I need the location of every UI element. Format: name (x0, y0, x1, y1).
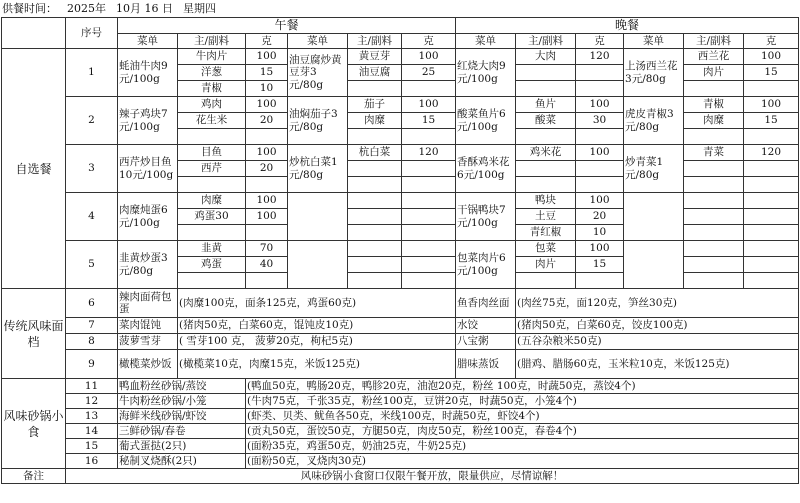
gram-value (744, 241, 799, 257)
gram-value (576, 161, 624, 177)
dish-name: 三鲜砂锅/春卷 (118, 424, 246, 439)
gram-value: 100 (246, 145, 288, 161)
gram-value (246, 177, 288, 193)
gram-value: 30 (576, 113, 624, 129)
dish-name: 上汤西兰花3元/80g (624, 49, 684, 97)
dish-name: 红烧大肉9元/100g (456, 49, 516, 97)
gram-value (744, 161, 799, 177)
row-seq: 7 (66, 318, 118, 334)
ingredient (178, 273, 246, 289)
col-ingredient: 主/副料 (348, 34, 402, 49)
ingredient: 韭黄 (178, 241, 246, 257)
ingredient (516, 161, 576, 177)
gram-value: 10 (246, 81, 288, 97)
gram-value: 120 (402, 145, 456, 161)
dish-name: 八宝粥 (456, 334, 516, 350)
ingredient (516, 81, 576, 97)
ingredient (684, 209, 744, 225)
supply-time-label: 供餐时间： (2, 2, 57, 15)
dish-name: 辣子鸡块7元/100g (118, 97, 178, 145)
ingredient (516, 273, 576, 289)
gram-value: 120 (576, 49, 624, 65)
ingredient: 肉片 (684, 65, 744, 81)
col-gram: 克 (576, 34, 624, 49)
gram-value: 10 (576, 225, 624, 241)
ingredient (516, 129, 576, 145)
dish-name: 海鲜米线砂锅/虾饺 (118, 409, 246, 424)
lunch-header: 午餐 (118, 18, 456, 34)
ingredient (348, 273, 402, 289)
ingredient: 油豆腐 (348, 65, 402, 81)
dish-name: 牛肉粉丝砂锅/小笼 (118, 394, 246, 409)
section-claypot: 风味砂锅小食 (2, 379, 66, 469)
gram-value (402, 209, 456, 225)
dish-detail: (牛肉75克，千张35克，粉丝100克，豆饼20克，时蔬50克，小笼4个) (246, 394, 799, 409)
ingredient (178, 225, 246, 241)
dish-name: 炒青菜1元/80g (624, 145, 684, 193)
dish-name: 葡式蛋挞(2只) (118, 439, 246, 454)
row-seq: 16 (66, 454, 118, 469)
gram-value (246, 225, 288, 241)
ingredient: 土豆 (516, 209, 576, 225)
supply-time-header (0, 0, 800, 17)
gram-value (576, 177, 624, 193)
gram-value: 20 (246, 161, 288, 177)
gram-value (402, 129, 456, 145)
row-seq: 11 (66, 379, 118, 394)
col-menu: 菜单 (624, 34, 684, 49)
ingredient (348, 161, 402, 177)
ingredient: 肉糜 (684, 113, 744, 129)
dish-name: 蚝油牛肉9元/100g (118, 49, 178, 97)
ingredient (348, 81, 402, 97)
gram-value (744, 193, 799, 209)
dish-name: 鱼香肉丝面 (456, 289, 516, 318)
gram-value: 15 (576, 257, 624, 273)
ingredient: 西芹 (178, 161, 246, 177)
col-ingredient: 主/副料 (516, 34, 576, 49)
ingredient (348, 225, 402, 241)
col-gram: 克 (246, 34, 288, 49)
gram-value: 100 (744, 49, 799, 65)
col-menu: 菜单 (456, 34, 516, 49)
row-seq: 12 (66, 394, 118, 409)
row-seq: 9 (66, 350, 118, 379)
dish-detail: (猪肉50克，白菜60克，馄饨皮10克) (178, 318, 456, 334)
gram-value (744, 81, 799, 97)
ingredient (178, 129, 246, 145)
dish-name: 辣肉面荷包蛋 (118, 289, 178, 318)
dish-detail: (虾类、贝类、鱿鱼各50克，米线100克，时蔬50克，虾饺4个) (246, 409, 799, 424)
ingredient (684, 161, 744, 177)
gram-value: 15 (744, 65, 799, 81)
ingredient (348, 193, 402, 209)
ingredient: 黄豆芽 (348, 49, 402, 65)
dish-name: 秘制叉烧酥(2只) (118, 454, 246, 469)
footer-label: 备注 (2, 469, 66, 484)
ingredient: 肉糜 (178, 193, 246, 209)
gram-value (744, 257, 799, 273)
dish-name: 腊味蒸饭 (456, 350, 516, 379)
gram-value: 20 (576, 209, 624, 225)
row-seq: 14 (66, 424, 118, 439)
gram-value (744, 225, 799, 241)
supply-weekday: 星期四 (183, 2, 216, 15)
gram-value (402, 177, 456, 193)
gram-value (576, 273, 624, 289)
ingredient: 鸡蛋30 (178, 209, 246, 225)
ingredient (516, 65, 576, 81)
col-ingredient: 主/副料 (684, 34, 744, 49)
dish-detail: (贡丸50克，蛋饺50克，方腿50克，肉皮50克，粉丝100克，春卷4个) (246, 424, 799, 439)
gram-value: 15 (402, 113, 456, 129)
row-seq: 5 (66, 241, 118, 289)
row-seq: 2 (66, 97, 118, 145)
dish-name: 干锅鸭块7元/100g (456, 193, 516, 241)
gram-value (576, 129, 624, 145)
ingredient (684, 257, 744, 273)
dish-name: 橄榄菜炒饭 (118, 350, 178, 379)
ingredient: 肉片 (516, 257, 576, 273)
ingredient: 包菜 (516, 241, 576, 257)
gram-value: 100 (246, 209, 288, 225)
col-menu: 菜单 (288, 34, 348, 49)
footer-note: 风味砂锅小食窗口仅限午餐开放，限量供应，尽情谅解！ (66, 469, 799, 484)
gram-value (576, 81, 624, 97)
row-seq: 8 (66, 334, 118, 350)
ingredient: 大肉 (516, 49, 576, 65)
ingredient: 青红椒 (516, 225, 576, 241)
supply-year: 2025年 (67, 2, 106, 15)
dish-name: 菠萝雪芽 (118, 334, 178, 350)
ingredient: 杭白菜 (348, 145, 402, 161)
supply-date: 10月 16 日 (116, 2, 173, 15)
ingredient (684, 81, 744, 97)
ingredient: 青菜 (684, 145, 744, 161)
seq-header: 序号 (66, 18, 118, 49)
ingredient: 青椒 (178, 81, 246, 97)
dish-name: 酸菜鱼片6元/100g (456, 97, 516, 145)
ingredient: 鸡肉 (178, 97, 246, 113)
gram-value: 120 (744, 145, 799, 161)
section-traditional: 传统风味面档 (2, 289, 66, 379)
col-ingredient: 主/副料 (178, 34, 246, 49)
dinner-header: 晚餐 (456, 18, 799, 34)
ingredient: 目鱼 (178, 145, 246, 161)
gram-value (402, 161, 456, 177)
ingredient (348, 129, 402, 145)
gram-value (246, 273, 288, 289)
gram-value (402, 273, 456, 289)
ingredient (684, 129, 744, 145)
gram-value: 100 (402, 49, 456, 65)
dish-name (288, 193, 348, 241)
gram-value: 15 (744, 113, 799, 129)
dish-name: 韭黄炒蛋3元/80g (118, 241, 178, 289)
dish-detail: (橄榄菜10克，肉糜15克，米饭125克) (178, 350, 456, 379)
gram-value: 100 (246, 193, 288, 209)
ingredient (348, 241, 402, 257)
ingredient: 鸡蛋 (178, 257, 246, 273)
ingredient: 茄子 (348, 97, 402, 113)
gram-value: 100 (576, 193, 624, 209)
dish-name: 包菜肉片6元/100g (456, 241, 516, 289)
ingredient (348, 177, 402, 193)
ingredient: 洋葱 (178, 65, 246, 81)
col-gram: 克 (402, 34, 456, 49)
ingredient (516, 177, 576, 193)
gram-value (576, 65, 624, 81)
ingredient: 牛肉片 (178, 49, 246, 65)
row-seq: 6 (66, 289, 118, 318)
dish-name: 菜肉馄饨 (118, 318, 178, 334)
dish-detail: (肉丝75克，面120克，笋丝30克) (516, 289, 799, 318)
dish-name (624, 193, 684, 241)
row-seq: 4 (66, 193, 118, 241)
ingredient (684, 225, 744, 241)
gram-value: 40 (246, 257, 288, 273)
ingredient (684, 193, 744, 209)
dish-name: 香酥鸡米花6元/100g (456, 145, 516, 193)
dish-name (624, 241, 684, 289)
dish-detail: (五谷杂粮米50克) (516, 334, 799, 350)
ingredient (348, 257, 402, 273)
ingredient: 鸭块 (516, 193, 576, 209)
ingredient: 青椒 (684, 97, 744, 113)
gram-value (744, 209, 799, 225)
dish-name: 炒杭白菜1元/80g (288, 145, 348, 193)
gram-value: 70 (246, 241, 288, 257)
dish-detail: ( 雪芽100 克， 菠萝20克，枸杞5克) (178, 334, 456, 350)
gram-value (402, 81, 456, 97)
ingredient: 花生米 (178, 113, 246, 129)
gram-value (744, 129, 799, 145)
dish-name: 油豆腐炒黄豆芽3元/80g (288, 49, 348, 97)
dish-name: 西芹炒目鱼10元/100g (118, 145, 178, 193)
gram-value: 100 (402, 97, 456, 113)
col-gram: 克 (744, 34, 799, 49)
dish-name: 鸭血粉丝砂锅/蒸饺 (118, 379, 246, 394)
dish-name: 肉糜炖蛋6元/100g (118, 193, 178, 241)
dish-name (288, 241, 348, 289)
gram-value (246, 129, 288, 145)
ingredient (684, 177, 744, 193)
gram-value: 25 (402, 65, 456, 81)
gram-value (402, 257, 456, 273)
dish-name: 油焖茄子3元/80g (288, 97, 348, 145)
gram-value: 100 (576, 145, 624, 161)
gram-value (402, 241, 456, 257)
dish-detail: (鸭血50克，鸭肠20克，鸭胗20克，油泡20克，粉丝 100克，时蔬50克，蒸饺4个) (246, 379, 799, 394)
gram-value: 100 (576, 241, 624, 257)
menu-table (1, 17, 799, 484)
dish-detail: (猪肉50克，白菜60克，饺皮100克) (516, 318, 799, 334)
gram-value: 20 (246, 113, 288, 129)
gram-value: 100 (246, 49, 288, 65)
gram-value (744, 177, 799, 193)
row-seq: 15 (66, 439, 118, 454)
gram-value (402, 225, 456, 241)
ingredient: 鸡米花 (516, 145, 576, 161)
row-seq: 3 (66, 145, 118, 193)
gram-value: 100 (246, 97, 288, 113)
ingredient: 西兰花 (684, 49, 744, 65)
ingredient (348, 209, 402, 225)
ingredient: 酸菜 (516, 113, 576, 129)
gram-value: 15 (246, 65, 288, 81)
section-self-select: 自选餐 (2, 49, 66, 289)
ingredient (684, 273, 744, 289)
row-seq: 13 (66, 409, 118, 424)
row-seq: 1 (66, 49, 118, 97)
dish-detail: (面粉50克，叉烧肉30克) (246, 454, 799, 469)
gram-value: 100 (744, 97, 799, 113)
dish-detail: (腊鸡、腊肠60克，玉米粒10克，米饭125克) (516, 350, 799, 379)
dish-name: 虎皮青椒3元/80g (624, 97, 684, 145)
dish-detail: (面粉35克，鸡蛋50克，奶油25克，牛奶25克) (246, 439, 799, 454)
gram-value (744, 273, 799, 289)
ingredient (178, 177, 246, 193)
gram-value: 100 (576, 97, 624, 113)
dish-name: 水饺 (456, 318, 516, 334)
ingredient (684, 241, 744, 257)
gram-value (402, 193, 456, 209)
ingredient: 肉糜 (348, 113, 402, 129)
col-menu: 菜单 (118, 34, 178, 49)
ingredient: 鱼片 (516, 97, 576, 113)
dish-detail: (肉糜100克，面条125克，鸡蛋60克) (178, 289, 456, 318)
